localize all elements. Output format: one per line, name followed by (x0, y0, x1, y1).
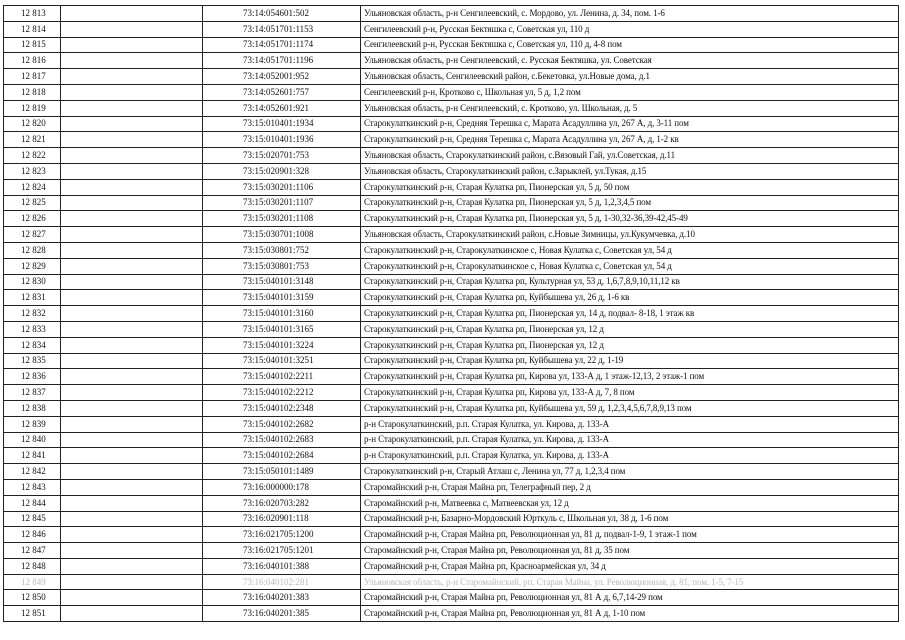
address-cell: Старокулаткинский р-н, Старая Кулатка рп, Куйбышева ул, 26 д, 1-6 кв (361, 290, 899, 306)
address-cell: Старокулаткинский р-н, Старая Кулатка рп, Куйбышева ул, 22 д, 1-19 (361, 353, 899, 369)
address-cell: Старомайнский р-н, Матвеевка с, Матвеевская ул, 12 д (361, 495, 899, 511)
address-cell: Старокулаткинский р-н, Средняя Терешка с, Марата Асадуллина ул, 267 А, д, 3-11 пом (361, 116, 899, 132)
table-row (4, 116, 899, 132)
empty-cell (61, 479, 203, 495)
address-cell: Старокулаткинский р-н, Старая Кулатка рп, Кирова ул, 133-А д, 1 этаж-12,13, 2 этаж-1 пом (361, 369, 899, 385)
address-cell: Старомайнский р-н, Старая Майна рп, Революционная ул, 81 А д, 6,7,14-29 пом (361, 590, 899, 606)
table-row (4, 606, 899, 622)
table-row (4, 353, 899, 369)
cadastral-number-cell: 73:15:030201:1108 (203, 211, 361, 227)
address-cell: Старомайнский р-н, Старая Майна рп, Революционная ул, 81 д, 35 пом (361, 543, 899, 559)
address-cell: Старокулаткинский р-н, Старая Кулатка рп, Пионерская ул, 5 д, 50 пом (361, 179, 899, 195)
cadastral-number-cell: 73:15:030801:752 (203, 242, 361, 258)
row-number-cell: 12 851 (4, 606, 61, 622)
cadastral-number-cell: 73:16:021705:1201 (203, 543, 361, 559)
table-row (4, 53, 899, 69)
empty-cell (61, 195, 203, 211)
table-row (4, 163, 899, 179)
row-number-cell: 12 836 (4, 369, 61, 385)
cadastral-number-cell: 73:15:040101:3159 (203, 290, 361, 306)
table-row (4, 321, 899, 337)
cadastral-number-cell: 73:15:040101:3165 (203, 321, 361, 337)
table-row (4, 590, 899, 606)
empty-cell (61, 416, 203, 432)
cadastral-number-cell: 73:14:051701:1153 (203, 21, 361, 37)
address-cell: Ульяновская область, р-н Старомайнский, рп. Старая Майна, ул. Революционная, д. 81, пом. 1-5, 7-15 (361, 574, 899, 590)
row-number-cell: 12 834 (4, 337, 61, 353)
row-number-cell: 12 845 (4, 511, 61, 527)
row-number-cell: 12 842 (4, 464, 61, 480)
row-number-cell: 12 840 (4, 432, 61, 448)
table-row (4, 385, 899, 401)
row-number-cell: 12 820 (4, 116, 61, 132)
empty-cell (61, 464, 203, 480)
row-number-cell: 12 826 (4, 211, 61, 227)
empty-cell (61, 179, 203, 195)
address-cell: Сенгилеевский р-н, Русская Бектяшка с, Советская ул, 110 д (361, 21, 899, 37)
address-cell: Старокулаткинский р-н, Средняя Терешка с, Марата Асадуллина ул, 267 А, д, 1-2 кв (361, 132, 899, 148)
row-number-cell: 12 835 (4, 353, 61, 369)
empty-cell (61, 242, 203, 258)
address-cell: Старокулаткинский р-н, Старая Кулатка рп, Культурная ул, 53 д, 1,6,7,8,9,10,11,12 кв (361, 274, 899, 290)
empty-cell (61, 21, 203, 37)
address-cell: Ульяновская область, р-н Сенгилеевский, с. Кротково, ул. Школьная, д. 5 (361, 100, 899, 116)
row-number-cell: 12 839 (4, 416, 61, 432)
cadastral-number-cell: 73:15:040101:3224 (203, 337, 361, 353)
row-number-cell: 12 844 (4, 495, 61, 511)
row-number-cell: 12 837 (4, 385, 61, 401)
row-number-cell: 12 821 (4, 132, 61, 148)
row-number-cell: 12 843 (4, 479, 61, 495)
address-cell: Сенгилеевский р-н, Кротково с, Школьная ул, 5 д, 1,2 пом (361, 84, 899, 100)
empty-cell (61, 606, 203, 622)
cadastral-number-cell: 73:14:052601:757 (203, 84, 361, 100)
empty-cell (61, 353, 203, 369)
table-row (4, 6, 899, 22)
empty-cell (61, 306, 203, 322)
address-cell: Ульяновская область, Старокулаткинский район, с.Новые Зимницы, ул.Кукумчевка, д.10 (361, 227, 899, 243)
table-row (4, 37, 899, 53)
empty-cell (61, 290, 203, 306)
row-number-cell: 12 829 (4, 258, 61, 274)
cadastral-number-cell: 73:15:030201:1107 (203, 195, 361, 211)
table-row (4, 132, 899, 148)
cadastral-number-cell: 73:15:020701:753 (203, 148, 361, 164)
table-row (4, 464, 899, 480)
cadastral-number-cell: 73:15:040102:2212 (203, 385, 361, 401)
cadastral-number-cell: 73:16:040102:281 (203, 574, 361, 590)
address-cell: Ульяновская область, р-н Сенгилеевский, с. Мордово, ул. Ленина, д. 34, пом. 1-6 (361, 6, 899, 22)
table-row (4, 274, 899, 290)
cadastral-number-cell: 73:14:051701:1174 (203, 37, 361, 53)
table-row (4, 511, 899, 527)
row-number-cell: 12 813 (4, 6, 61, 22)
cadastral-number-cell: 73:15:010401:1934 (203, 116, 361, 132)
table-row (4, 306, 899, 322)
cadastral-number-cell: 73:16:040101:388 (203, 558, 361, 574)
address-cell: Старокулаткинский р-н, Старый Атлаш с, Ленина ул, 77 д, 1,2,3,4 пом (361, 464, 899, 480)
empty-cell (61, 84, 203, 100)
address-cell: Старокулаткинский р-н, Старая Кулатка рп, Пионерская ул, 14 д, подвал- 8-18, 1 этаж кв (361, 306, 899, 322)
address-cell: Ульяновская область, р-н Сенгилеевский, с. Русская Бектяшка, ул. Советская (361, 53, 899, 69)
empty-cell (61, 100, 203, 116)
empty-cell (61, 258, 203, 274)
address-cell: Старокулаткинский р-н, Старая Кулатка рп, Пионерская ул, 5 д, 1-30,32-36,39-42,45-49 (361, 211, 899, 227)
address-cell: Старомайнский р-н, Старая Майна рп, Революционная ул, 81 А д, 1-10 пом (361, 606, 899, 622)
address-cell: Старокулаткинский р-н, Старая Кулатка рп, Пионерская ул, 12 д (361, 337, 899, 353)
table-row (4, 574, 899, 590)
address-cell: Старокулаткинский р-н, Старокулаткинское с, Новая Кулатка с, Советская ул, 54 д (361, 242, 899, 258)
address-cell: Старомайнский р-н, Базарно-Мордовский Юрткуль с, Школьная ул, 38 д, 1-6 пом (361, 511, 899, 527)
cadastral-number-cell: 73:16:021705:1200 (203, 527, 361, 543)
table-row (4, 369, 899, 385)
empty-cell (61, 227, 203, 243)
table-row (4, 84, 899, 100)
row-number-cell: 12 849 (4, 574, 61, 590)
empty-cell (61, 369, 203, 385)
row-number-cell: 12 825 (4, 195, 61, 211)
row-number-cell: 12 846 (4, 527, 61, 543)
table-row (4, 416, 899, 432)
address-cell: Старокулаткинский р-н, Старая Кулатка рп, Пионерская ул, 12 д (361, 321, 899, 337)
table-row (4, 400, 899, 416)
address-cell: Ульяновская область, Сенгилеевский район, с.Бекетовка, ул.Новые дома, д.1 (361, 69, 899, 85)
table-row (4, 258, 899, 274)
cadastral-number-cell: 73:16:020703:282 (203, 495, 361, 511)
address-cell: Старомайнский р-н, Старая Майна рп, Телеграфный пер, 2 д (361, 479, 899, 495)
row-number-cell: 12 831 (4, 290, 61, 306)
cadastral-number-cell: 73:16:040201:383 (203, 590, 361, 606)
table-row (4, 148, 899, 164)
empty-cell (61, 558, 203, 574)
address-cell: р-н Старокулаткинский, р.п. Старая Кулатка, ул. Кирова, д. 133-А (361, 416, 899, 432)
row-number-cell: 12 819 (4, 100, 61, 116)
row-number-cell: 12 817 (4, 69, 61, 85)
cadastral-number-cell: 73:15:050101:1489 (203, 464, 361, 480)
empty-cell (61, 511, 203, 527)
table-row (4, 21, 899, 37)
row-number-cell: 12 822 (4, 148, 61, 164)
row-number-cell: 12 814 (4, 21, 61, 37)
registry-table-body (4, 6, 899, 622)
row-number-cell: 12 827 (4, 227, 61, 243)
cadastral-number-cell: 73:15:040102:2683 (203, 432, 361, 448)
address-cell: р-н Старокулаткинский, р.п. Старая Кулатка, ул. Кирова, д. 133-А (361, 448, 899, 464)
table-row (4, 100, 899, 116)
table-row (4, 479, 899, 495)
cadastral-number-cell: 73:15:030701:1008 (203, 227, 361, 243)
table-row (4, 558, 899, 574)
row-number-cell: 12 850 (4, 590, 61, 606)
cadastral-number-cell: 73:15:040102:2682 (203, 416, 361, 432)
address-cell: Сенгилеевский р-н, Русская Бектяшка с, Советская ул, 110 д, 4-8 пом (361, 37, 899, 53)
table-row (4, 211, 899, 227)
cadastral-number-cell: 73:15:040101:3148 (203, 274, 361, 290)
row-number-cell: 12 818 (4, 84, 61, 100)
empty-cell (61, 148, 203, 164)
row-number-cell: 12 848 (4, 558, 61, 574)
row-number-cell: 12 833 (4, 321, 61, 337)
cadastral-number-cell: 73:15:030801:753 (203, 258, 361, 274)
row-number-cell: 12 830 (4, 274, 61, 290)
table-row (4, 543, 899, 559)
address-cell: Старокулаткинский р-н, Старая Кулатка рп, Пионерская ул, 5 д, 1,2,3,4,5 пом (361, 195, 899, 211)
table-row (4, 179, 899, 195)
cadastral-number-cell: 73:15:040102:2684 (203, 448, 361, 464)
cadastral-number-cell: 73:14:052601:921 (203, 100, 361, 116)
empty-cell (61, 432, 203, 448)
cadastral-number-cell: 73:14:051701:1196 (203, 53, 361, 69)
address-cell: Ульяновская область, Старокулаткинский район, с.Вязовый Гай, ул.Советская, д.11 (361, 148, 899, 164)
row-number-cell: 12 815 (4, 37, 61, 53)
empty-cell (61, 211, 203, 227)
row-number-cell: 12 823 (4, 163, 61, 179)
empty-cell (61, 385, 203, 401)
address-cell: Старокулаткинский р-н, Старая Кулатка рп, Куйбышева ул, 59 д, 1,2,3,4,5,6,7,8,9,13 пом (361, 400, 899, 416)
table-row (4, 290, 899, 306)
address-cell: Старомайнский р-н, Старая Майна рп, Красноармейская ул, 34 д (361, 558, 899, 574)
empty-cell (61, 116, 203, 132)
cadastral-number-cell: 73:15:010401:1936 (203, 132, 361, 148)
cadastral-number-cell: 73:16:000000:178 (203, 479, 361, 495)
cadastral-number-cell: 73:15:040101:3251 (203, 353, 361, 369)
table-row (4, 432, 899, 448)
cadastral-number-cell: 73:15:040101:3160 (203, 306, 361, 322)
row-number-cell: 12 816 (4, 53, 61, 69)
cadastral-number-cell: 73:14:054601:502 (203, 6, 361, 22)
table-row (4, 69, 899, 85)
address-cell: Старокулаткинский р-н, Старокулаткинское с, Новая Кулатка с, Советская ул, 54 д (361, 258, 899, 274)
row-number-cell: 12 847 (4, 543, 61, 559)
table-row (4, 242, 899, 258)
table-row (4, 195, 899, 211)
empty-cell (61, 527, 203, 543)
cadastral-number-cell: 73:16:020901:118 (203, 511, 361, 527)
empty-cell (61, 53, 203, 69)
cadastral-number-cell: 73:15:030201:1106 (203, 179, 361, 195)
cadastral-number-cell: 73:15:040102:2211 (203, 369, 361, 385)
empty-cell (61, 163, 203, 179)
address-cell: р-н Старокулаткинский, р.п. Старая Кулатка, ул. Кирова, д. 133-А (361, 432, 899, 448)
empty-cell (61, 495, 203, 511)
empty-cell (61, 400, 203, 416)
cadastral-number-cell: 73:15:020901:328 (203, 163, 361, 179)
cadastral-number-cell: 73:14:052001:952 (203, 69, 361, 85)
table-row (4, 527, 899, 543)
row-number-cell: 12 838 (4, 400, 61, 416)
registry-table (3, 5, 899, 622)
empty-cell (61, 6, 203, 22)
empty-cell (61, 274, 203, 290)
row-number-cell: 12 828 (4, 242, 61, 258)
empty-cell (61, 543, 203, 559)
empty-cell (61, 337, 203, 353)
empty-cell (61, 321, 203, 337)
address-cell: Ульяновская область, Старокулаткинский район, с.Зарыклей, ул.Тукая, д.15 (361, 163, 899, 179)
empty-cell (61, 448, 203, 464)
table-row (4, 227, 899, 243)
table-row (4, 448, 899, 464)
empty-cell (61, 590, 203, 606)
empty-cell (61, 69, 203, 85)
row-number-cell: 12 824 (4, 179, 61, 195)
table-row (4, 495, 899, 511)
address-cell: Старомайнский р-н, Старая Майна рп, Революционная ул, 81 д, подвал-1-9, 1 этаж-1 пом (361, 527, 899, 543)
empty-cell (61, 37, 203, 53)
row-number-cell: 12 841 (4, 448, 61, 464)
empty-cell (61, 574, 203, 590)
empty-cell (61, 132, 203, 148)
cadastral-number-cell: 73:15:040102:2348 (203, 400, 361, 416)
row-number-cell: 12 832 (4, 306, 61, 322)
address-cell: Старокулаткинский р-н, Старая Кулатка рп, Кирова ул, 133-А д, 7, 8 пом (361, 385, 899, 401)
cadastral-number-cell: 73:16:040201:385 (203, 606, 361, 622)
table-row (4, 337, 899, 353)
